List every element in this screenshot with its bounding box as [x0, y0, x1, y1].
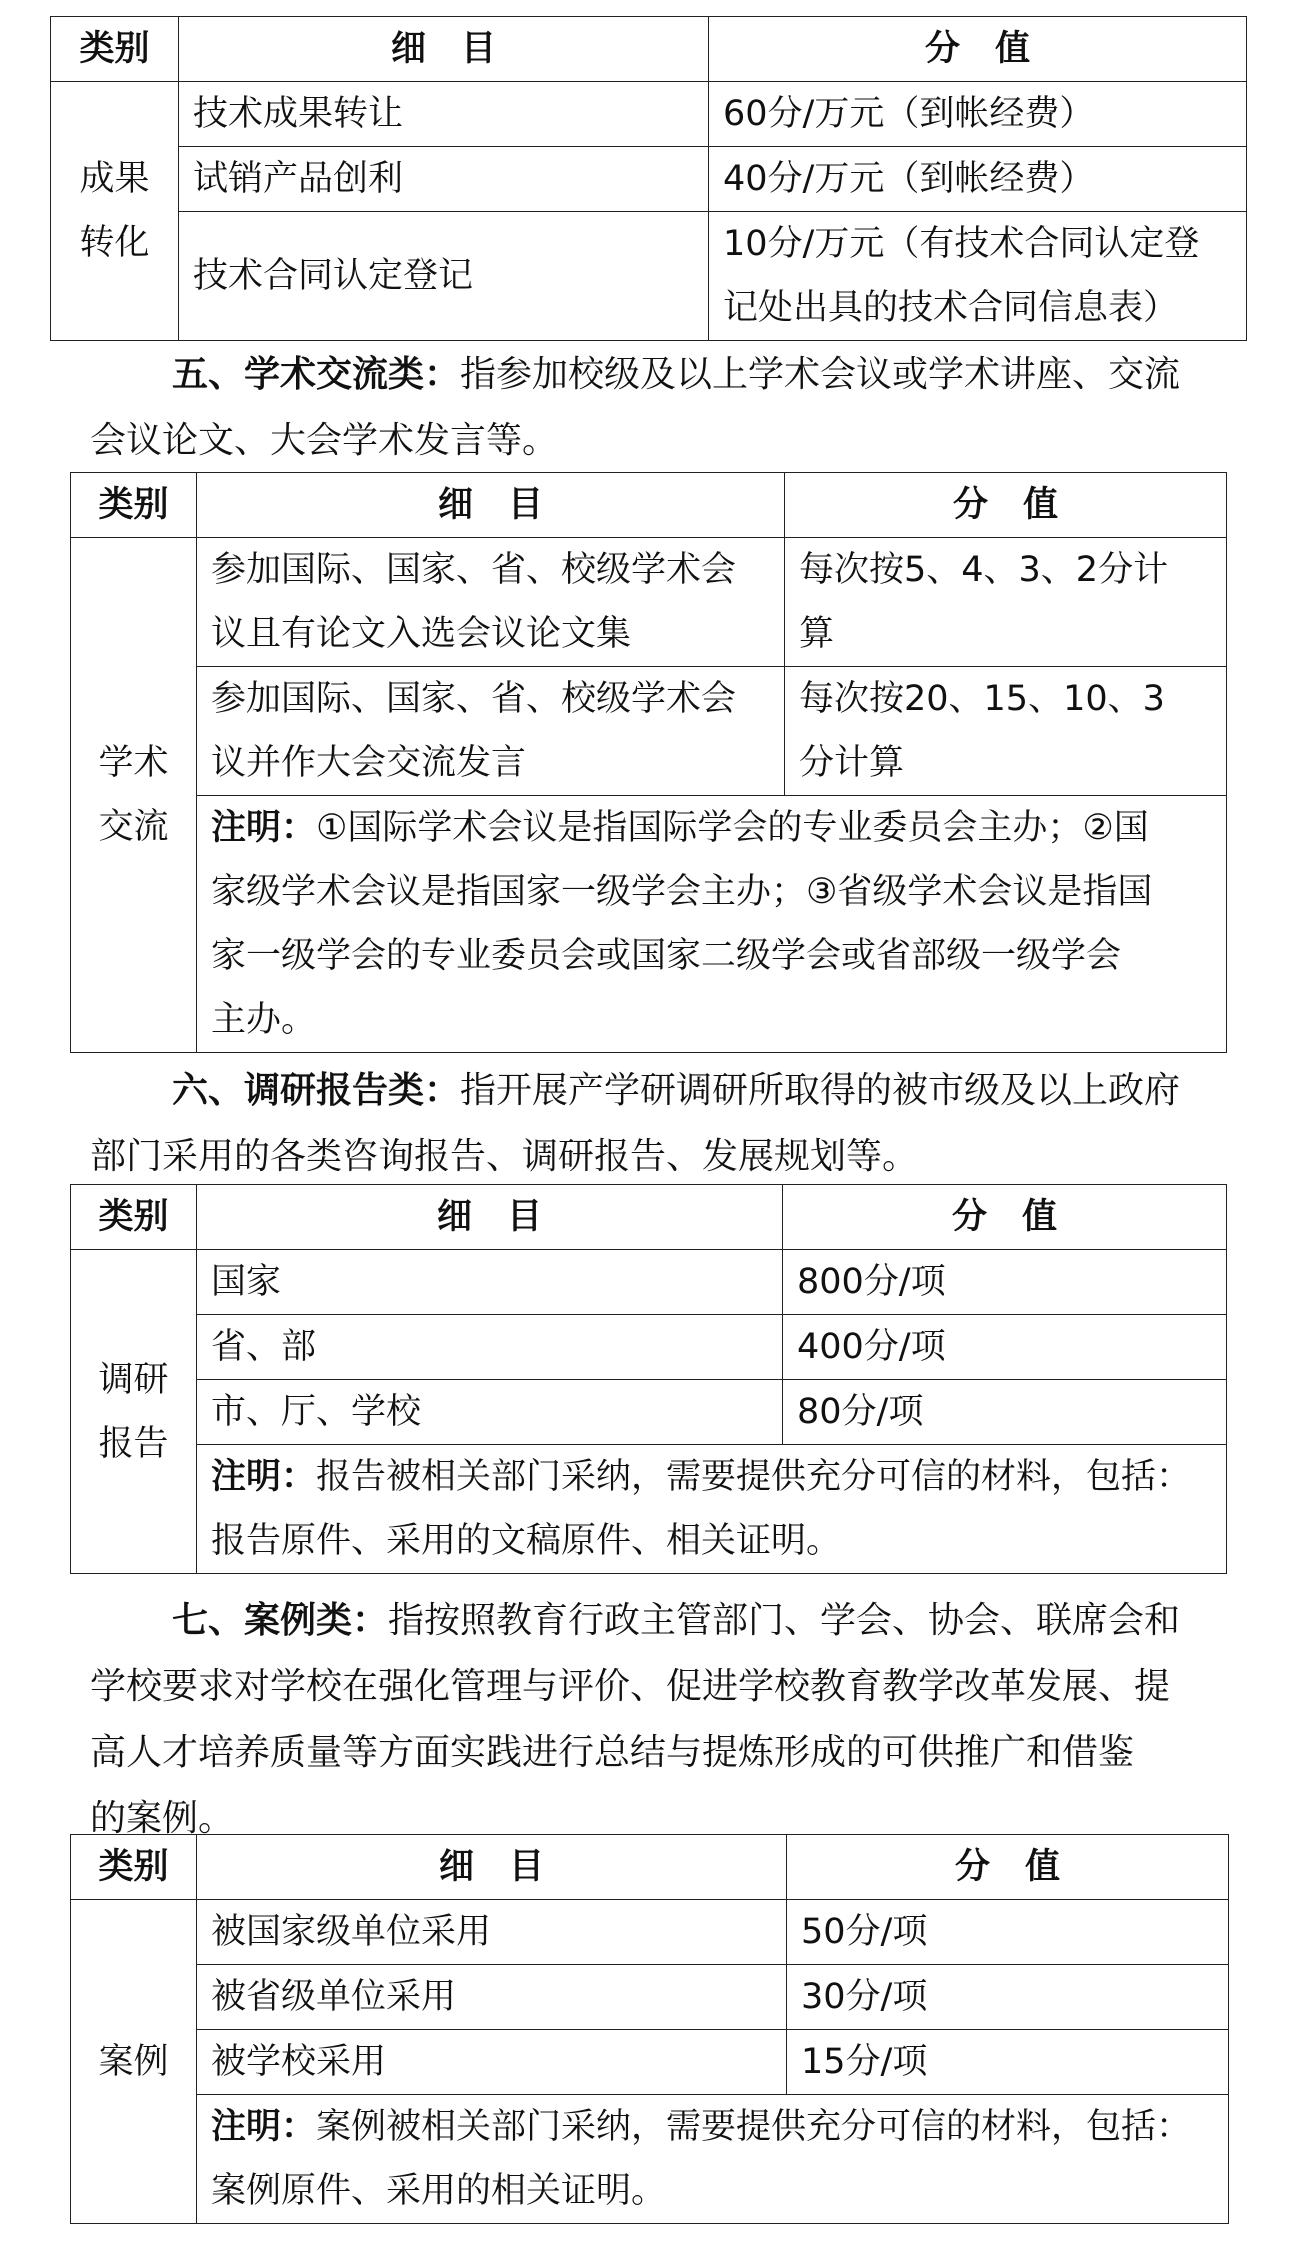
section6-text: 部门采用的各类咨询报告、调研报告、发展规划等。 [90, 1136, 919, 1177]
note-line [211, 1445, 1212, 1509]
table-header-row [51, 17, 1247, 82]
header-detail: 细 目 [197, 1185, 783, 1250]
score-line: 分计算 [799, 743, 905, 783]
header-score: 分 值 [709, 17, 1247, 82]
table-header-row [71, 473, 1227, 538]
table-case [70, 1834, 1229, 2224]
score-cell: 80分/项 [783, 1380, 1227, 1445]
category-line: 报告 [98, 1423, 169, 1464]
section7-paragraph [90, 1588, 1180, 1852]
header-category: 类别 [71, 1835, 197, 1900]
note-text: ①国际学术会议是指国际学会的专业委员会主办；②国 [316, 808, 1149, 848]
score-line: 记处出具的技术合同信息表） [723, 288, 1179, 328]
section7-text: 的案例。 [90, 1798, 235, 1839]
header-detail: 细 目 [197, 1835, 787, 1900]
category-line: 成果 [79, 159, 150, 199]
section5-text: 会议论文、大会学术发言等。 [90, 420, 559, 461]
section7-heading: 七、案例类： [172, 1600, 389, 1641]
section5-heading: 五、学术交流类： [172, 354, 461, 395]
table-row [71, 1965, 1229, 2030]
table-row [71, 1380, 1227, 1445]
score-cell [785, 538, 1227, 667]
section7-text: 指按照教育行政主管部门、学会、协会、联席会和 [388, 1600, 1181, 1641]
score-line: 算 [799, 614, 835, 654]
section5-text: 指参加校级及以上学术会议或学术讲座、交流 [460, 354, 1181, 395]
score-cell: 30分/项 [787, 1965, 1229, 2030]
category-cell [51, 82, 179, 341]
detail-cell: 技术成果转让 [179, 82, 709, 147]
header-detail: 细 目 [197, 473, 785, 538]
category-cell [71, 538, 197, 1053]
table-header-row [71, 1835, 1229, 1900]
table-row [51, 82, 1247, 147]
note-row [71, 796, 1227, 1053]
category-line: 转化 [79, 223, 150, 263]
score-cell: 400分/项 [783, 1315, 1227, 1380]
detail-cell: 国家 [197, 1250, 783, 1315]
detail-cell: 省、部 [197, 1315, 783, 1380]
category-line: 交流 [98, 807, 169, 847]
section7-line [90, 1588, 1180, 1654]
note-label: 注明： [211, 2107, 317, 2147]
detail-line: 议且有论文入选会议论文集 [211, 614, 632, 654]
detail-line: 议并作大会交流发言 [211, 743, 527, 783]
section7-text: 学校要求对学校在强化管理与评价、促进学校教育教学改革发展、提 [90, 1666, 1171, 1707]
table-row [71, 1900, 1229, 1965]
detail-line: 参加国际、国家、省、校级学术会 [211, 550, 737, 590]
score-cell [709, 212, 1247, 341]
section5-paragraph [90, 342, 1180, 474]
section6-paragraph [90, 1058, 1180, 1190]
header-score: 分 值 [783, 1185, 1227, 1250]
detail-cell: 试销产品创利 [179, 147, 709, 212]
score-cell [785, 667, 1227, 796]
table-row [71, 667, 1227, 796]
note-line [211, 2095, 1214, 2159]
score-line: 每次按20、15、10、3 [799, 679, 1165, 719]
table-academic-exchange [70, 472, 1227, 1053]
score-cell: 60分/万元（到帐经费） [709, 82, 1247, 147]
note-row [71, 2095, 1229, 2224]
section7-text: 高人才培养质量等方面实践进行总结与提炼形成的可供推广和借鉴 [90, 1732, 1135, 1773]
note-label: 注明： [211, 1457, 317, 1497]
note-line: 报告原件、采用的文稿原件、相关证明。 [211, 1521, 842, 1561]
table-row [71, 1315, 1227, 1380]
note-cell [197, 2095, 1229, 2224]
note-cell [197, 796, 1227, 1053]
detail-cell: 被学校采用 [197, 2030, 787, 2095]
note-line: 家级学术会议是指国家一级学会主办；③省级学术会议是指国 [211, 872, 1153, 912]
score-cell: 40分/万元（到帐经费） [709, 147, 1247, 212]
note-line: 主办。 [211, 1000, 317, 1040]
header-category: 类别 [71, 473, 197, 538]
category-line: 调研 [98, 1359, 169, 1400]
section6-text: 指开展产学研调研所取得的被市级及以上政府 [460, 1070, 1181, 1111]
note-row [71, 1445, 1227, 1574]
table-research-report [70, 1184, 1227, 1574]
detail-cell: 被省级单位采用 [197, 1965, 787, 2030]
table-achievement-transfer [50, 16, 1247, 341]
header-category: 类别 [51, 17, 179, 82]
score-cell: 15分/项 [787, 2030, 1229, 2095]
note-line [211, 796, 1212, 860]
header-score: 分 值 [787, 1835, 1229, 1900]
table-row [71, 2030, 1229, 2095]
category-cell [71, 1250, 197, 1574]
table-row [51, 147, 1247, 212]
score-line: 每次按5、4、3、2分计 [799, 550, 1169, 590]
score-cell: 50分/项 [787, 1900, 1229, 1965]
detail-cell [197, 667, 785, 796]
header-detail: 细 目 [179, 17, 709, 82]
category-cell: 案例 [71, 1900, 197, 2224]
section5-line [90, 342, 1180, 408]
table-row [51, 212, 1247, 341]
category-line: 学术 [98, 743, 169, 783]
section6-heading: 六、调研报告类： [172, 1070, 461, 1111]
detail-cell: 市、厅、学校 [197, 1380, 783, 1445]
detail-line: 参加国际、国家、省、校级学术会 [211, 679, 737, 719]
note-label: 注明： [211, 808, 317, 848]
score-cell: 800分/项 [783, 1250, 1227, 1315]
header-category: 类别 [71, 1185, 197, 1250]
score-line: 10分/万元（有技术合同认定登 [723, 224, 1200, 264]
detail-cell: 技术合同认定登记 [179, 212, 709, 341]
note-line: 案例原件、采用的相关证明。 [211, 2171, 667, 2211]
note-text: 案例被相关部门采纳，需要提供充分可信的材料，包括： [316, 2107, 1192, 2147]
detail-cell [197, 538, 785, 667]
detail-cell: 被国家级单位采用 [197, 1900, 787, 1965]
header-score: 分 值 [785, 473, 1227, 538]
note-line: 家一级学会的专业委员会或国家二级学会或省部级一级学会 [211, 936, 1122, 976]
section6-line [90, 1058, 1180, 1124]
table-row [71, 538, 1227, 667]
table-header-row [71, 1185, 1227, 1250]
table-row [71, 1250, 1227, 1315]
note-cell [197, 1445, 1227, 1574]
note-text: 报告被相关部门采纳，需要提供充分可信的材料，包括： [316, 1457, 1192, 1497]
